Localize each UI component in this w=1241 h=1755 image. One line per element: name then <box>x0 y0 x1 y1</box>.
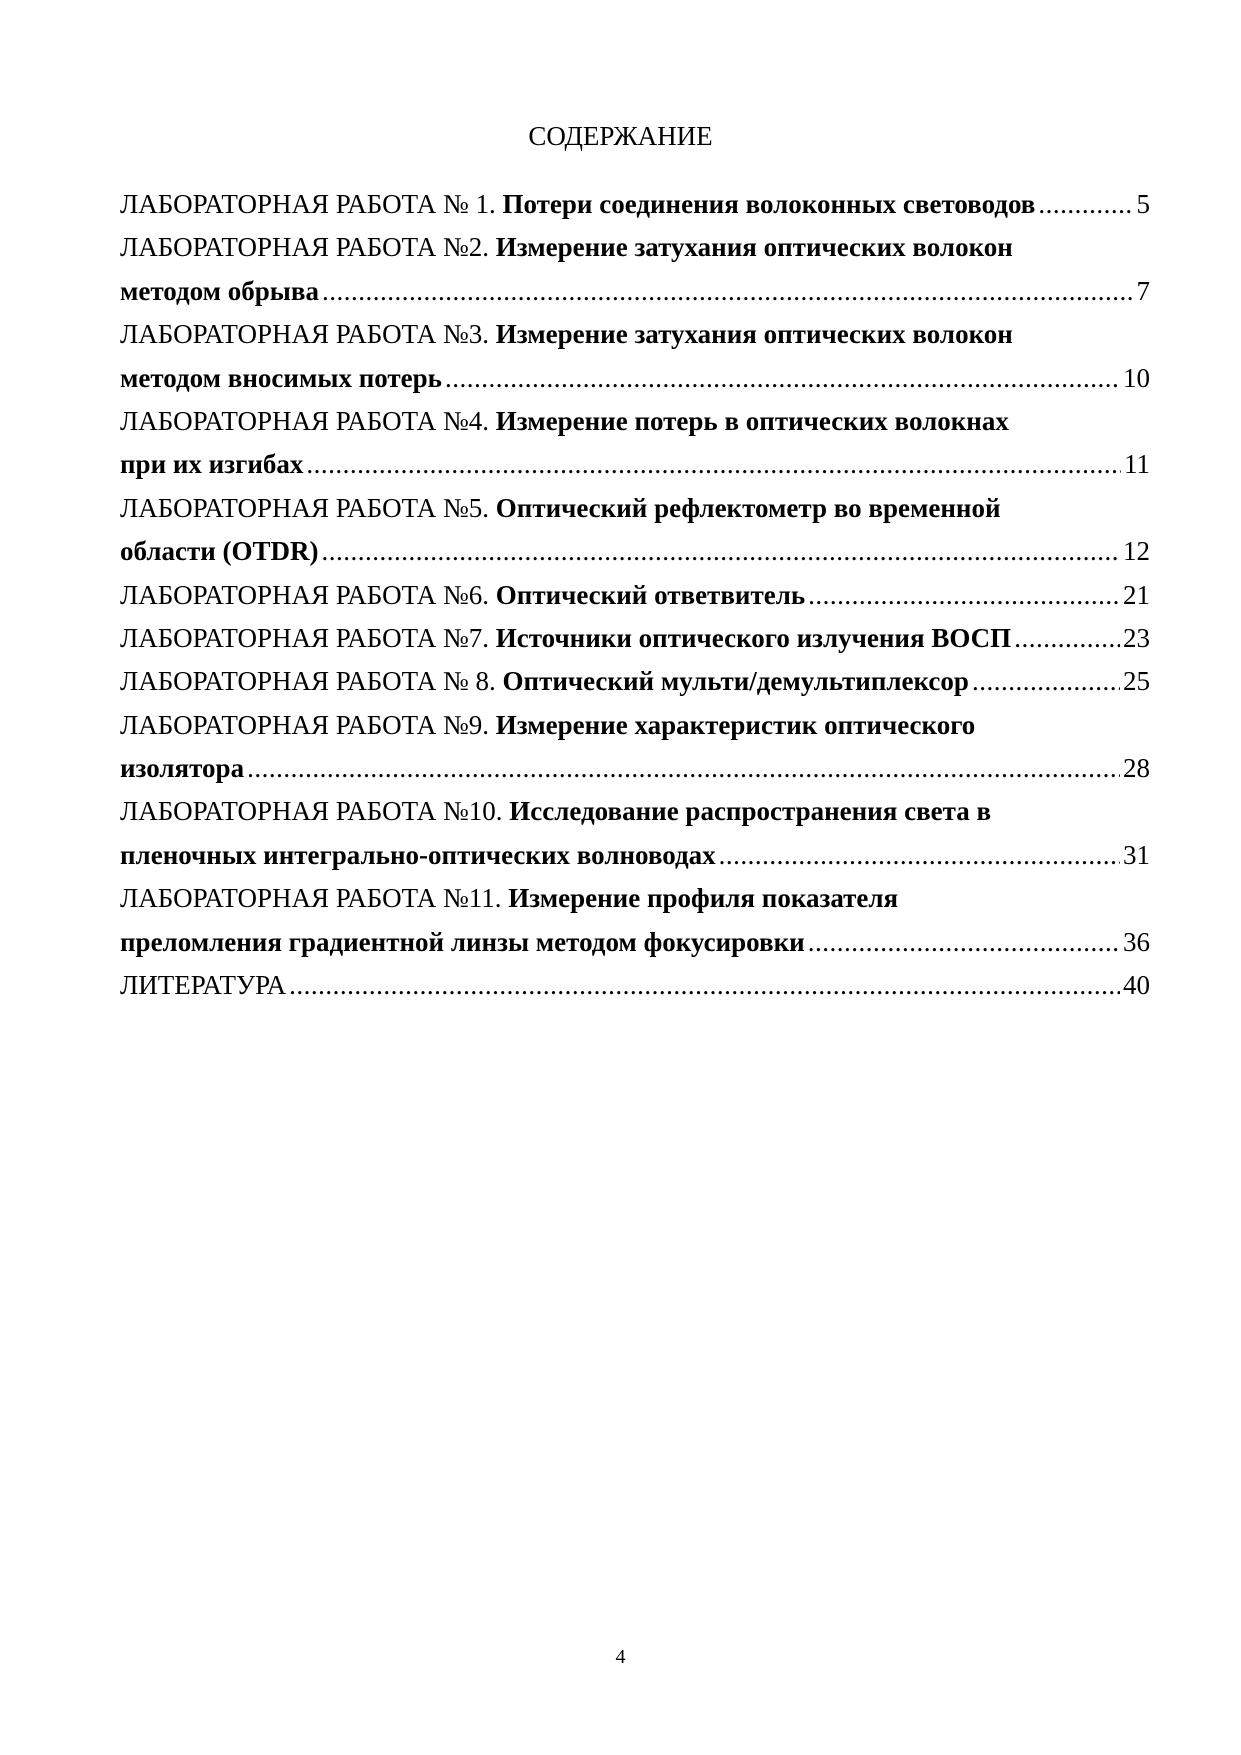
toc-entry-line[interactable] <box>120 574 1150 617</box>
dot-leader <box>972 660 1120 703</box>
toc-entry-title: Измерение характеристик оптического <box>495 709 976 740</box>
dot-leader <box>289 964 1120 1007</box>
toc-entry-page: 12 <box>1123 536 1150 567</box>
toc-title: СОДЕРЖАНИЕ <box>528 121 713 151</box>
toc-entry-prefix: ЛИТЕРАТУРА <box>120 970 287 1001</box>
table-of-contents <box>120 183 1150 1007</box>
toc-entry-page: 31 <box>1123 839 1150 870</box>
toc-entry-line[interactable] <box>120 226 1150 269</box>
toc-entry-prefix: ЛАБОРАТОРНАЯ РАБОТА №10. <box>120 796 503 827</box>
toc-entry-page: 5 <box>1136 189 1150 219</box>
toc-entry-page: 25 <box>1123 666 1150 697</box>
dot-leader <box>322 530 1120 573</box>
toc-entry-line[interactable] <box>120 877 1150 920</box>
toc-entry-title: Измерение профиля показателя <box>508 883 899 914</box>
toc-entry-title: Измерение затухания оптических волокон <box>495 319 1013 350</box>
toc-entry-page: 11 <box>1124 449 1150 480</box>
toc-entry-line[interactable] <box>120 183 1150 226</box>
toc-entry-line[interactable] <box>120 400 1150 443</box>
dot-leader <box>1038 183 1133 226</box>
toc-entry-title: Оптический рефлектометр во временной <box>495 492 1001 523</box>
toc-entry-title: Оптический мульти/демультиплексор <box>502 666 969 697</box>
toc-entry-prefix: ЛАБОРАТОРНАЯ РАБОТА №7. <box>120 622 490 653</box>
toc-entry-line[interactable] <box>120 443 1150 486</box>
toc-entry-page: 7 <box>1136 275 1150 306</box>
dot-leader <box>808 574 1120 617</box>
dot-leader <box>247 747 1120 790</box>
toc-entry-title: Оптический ответвитель <box>495 579 806 610</box>
toc-entry-page: 10 <box>1123 362 1150 393</box>
toc-entry-prefix: ЛАБОРАТОРНАЯ РАБОТА №5. <box>120 492 490 523</box>
toc-entry-line[interactable] <box>120 530 1150 573</box>
toc-entry-title: Источники оптического излучения ВОСП <box>495 622 1012 653</box>
toc-entry-title: Исследование распространения света в <box>509 796 992 827</box>
toc-entry-title: Измерение затухания оптических волокон <box>495 232 1013 263</box>
toc-entry-prefix: ЛАБОРАТОРНАЯ РАБОТА №2. <box>120 232 490 263</box>
toc-entry-line[interactable] <box>120 790 1150 833</box>
toc-entry-prefix: ЛАБОРАТОРНАЯ РАБОТА №3. <box>120 319 490 350</box>
toc-entry-line[interactable] <box>120 964 1150 1007</box>
toc-entry-line[interactable] <box>120 313 1150 356</box>
toc-entry-prefix: ЛАБОРАТОРНАЯ РАБОТА № 8. <box>120 666 496 697</box>
dot-leader <box>719 834 1120 877</box>
toc-entry-title: Потери соединения волоконных световодов <box>502 189 1036 219</box>
toc-entry-prefix: ЛАБОРАТОРНАЯ РАБОТА №9. <box>120 709 490 740</box>
toc-entry-line[interactable] <box>120 921 1150 964</box>
toc-entry-line[interactable] <box>120 357 1150 400</box>
page-number: 4 <box>615 1646 626 1668</box>
toc-entry-line[interactable] <box>120 747 1150 790</box>
toc-entry-prefix: ЛАБОРАТОРНАЯ РАБОТА №11. <box>120 883 502 914</box>
toc-entry-page: 23 <box>1123 622 1150 653</box>
toc-entry-line[interactable] <box>120 660 1150 703</box>
dot-leader <box>445 357 1120 400</box>
dot-leader <box>1014 617 1120 660</box>
toc-entry-line[interactable] <box>120 617 1150 660</box>
toc-entry-title: изолятора <box>120 753 245 784</box>
toc-entry-line[interactable] <box>120 270 1150 313</box>
toc-entry-page: 28 <box>1123 753 1150 784</box>
toc-entry-page: 36 <box>1123 926 1150 957</box>
dot-leader <box>306 443 1121 486</box>
toc-entry-title: методом обрыва <box>120 275 319 306</box>
toc-entry-line[interactable] <box>120 834 1150 877</box>
toc-entry-title: области (OTDR) <box>120 536 319 567</box>
toc-entry-line[interactable] <box>120 487 1150 530</box>
toc-entry-prefix: ЛАБОРАТОРНАЯ РАБОТА №4. <box>120 405 490 436</box>
toc-entry-page: 21 <box>1123 579 1150 610</box>
toc-entry-prefix: ЛАБОРАТОРНАЯ РАБОТА №6. <box>120 579 490 610</box>
dot-leader <box>322 270 1134 313</box>
toc-entry-prefix: ЛАБОРАТОРНАЯ РАБОТА № 1. <box>120 189 496 219</box>
toc-entry-page: 40 <box>1123 970 1150 1001</box>
dot-leader <box>808 921 1120 964</box>
toc-entry-line[interactable] <box>120 704 1150 747</box>
toc-entry-title: Измерение потерь в оптических волокнах <box>495 405 1009 436</box>
toc-entry-title: преломления градиентной линзы методом фокусировки <box>120 926 805 957</box>
toc-entry-title: пленочных интегрально-оптических волноводах <box>120 839 716 870</box>
toc-entry-title: методом вносимых потерь <box>120 362 442 393</box>
toc-entry-title: при их изгибах <box>120 449 304 480</box>
